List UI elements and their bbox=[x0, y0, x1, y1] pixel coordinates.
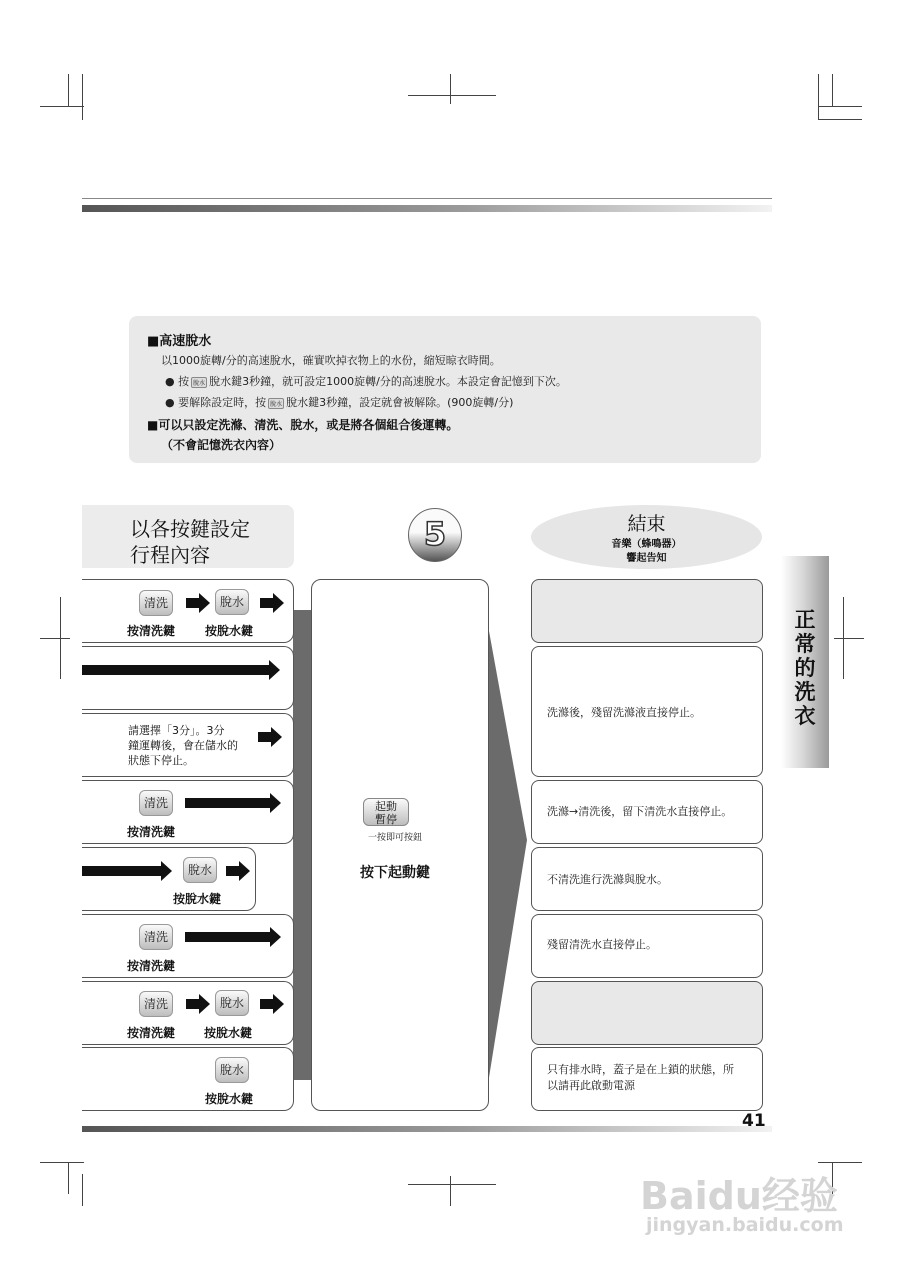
bullet-text: 脫水鍵3秒鐘，設定就會被解除。(900旋轉/分) bbox=[286, 396, 514, 409]
crop-mark bbox=[818, 1162, 862, 1163]
long-arrow-icon bbox=[82, 866, 162, 876]
section-tab-label: 正常的洗衣 bbox=[794, 608, 816, 728]
funnel-shape bbox=[487, 590, 529, 1110]
spin-key[interactable]: 脫水 bbox=[215, 589, 249, 615]
note-line: 以1000旋轉/分的高速脫水，確實吹掉衣物上的水份，縮短晾衣時間。 bbox=[161, 354, 501, 367]
bullet-text: 脫水鍵3秒鐘，就可設定1000旋轉/分的高速脫水。本設定會記憶到下次。 bbox=[209, 375, 567, 388]
spin-key[interactable]: 脫水 bbox=[215, 990, 249, 1016]
press-start-label: 按下起動鍵 bbox=[360, 865, 430, 881]
row-wash-only bbox=[82, 646, 294, 710]
crop-mark bbox=[40, 1162, 84, 1163]
crop-mark bbox=[834, 638, 864, 639]
top-rule-line bbox=[82, 198, 772, 199]
start-btn-caption: 一按即可按鈕 bbox=[368, 833, 423, 843]
top-rule bbox=[82, 205, 772, 212]
keys-title-line2: 行程內容 bbox=[130, 543, 210, 567]
row3-text bbox=[128, 723, 238, 768]
row-wash-rinse bbox=[82, 780, 294, 844]
note-heading-high-speed-spin: ■高速脫水 bbox=[147, 334, 212, 349]
crop-mark bbox=[450, 1176, 451, 1206]
press-rinse-label: 按清洗鍵 bbox=[127, 959, 176, 973]
note-bullet-set bbox=[165, 373, 567, 389]
crop-mark bbox=[818, 119, 862, 120]
row3-text-line: 請選擇「3分」。3分 bbox=[128, 724, 225, 737]
result-row1 bbox=[531, 579, 763, 643]
page-number: 41 bbox=[742, 1111, 766, 1131]
note-heading-combination: ■可以只設定洗滌、清洗、脫水，或是將各個組合後運轉。 bbox=[147, 418, 459, 432]
result-text: 不清洗進行洗滌與脫水。 bbox=[547, 873, 668, 886]
connector-band bbox=[293, 610, 313, 1080]
result-text-line: 只有排水時，蓋子是在上鎖的狀態，所 bbox=[547, 1063, 734, 1076]
end-header bbox=[531, 505, 762, 569]
end-sub2: 響起告知 bbox=[626, 553, 667, 564]
crop-mark bbox=[450, 74, 451, 104]
spin-key[interactable]: 脫水 bbox=[215, 1057, 249, 1083]
result-row5 bbox=[531, 847, 763, 911]
row-rinse-spin bbox=[82, 579, 294, 643]
crop-mark bbox=[68, 1162, 69, 1194]
row-wash-spin bbox=[82, 847, 256, 911]
bullet-text: ● 按 bbox=[165, 375, 190, 388]
watermark-logo: Baidu经验 bbox=[640, 1174, 838, 1218]
crop-mark bbox=[68, 74, 69, 106]
spin-key[interactable]: 脫水 bbox=[183, 857, 217, 883]
keys-setting-header bbox=[82, 505, 294, 568]
result-text: 洗滌→清洗後，留下清洗水直接停止。 bbox=[547, 805, 733, 818]
rinse-key[interactable]: 清洗 bbox=[139, 790, 173, 816]
result-row4 bbox=[531, 780, 763, 844]
step-number-badge bbox=[408, 508, 462, 562]
long-arrow-icon bbox=[82, 665, 270, 675]
crop-mark bbox=[818, 74, 819, 120]
arrow-icon bbox=[260, 999, 274, 1009]
start-btn-line2: 暫停 bbox=[375, 813, 397, 826]
crop-mark bbox=[408, 1184, 496, 1185]
press-spin-label: 按脫水鍵 bbox=[173, 892, 222, 906]
arrow-icon bbox=[186, 598, 200, 608]
crop-mark bbox=[408, 95, 496, 96]
long-arrow-icon bbox=[185, 932, 271, 942]
high-speed-spin-note bbox=[129, 316, 761, 463]
result-row8 bbox=[531, 1047, 763, 1111]
press-rinse-label: 按清洗鍵 bbox=[127, 624, 176, 638]
step-number: 5 bbox=[423, 515, 447, 553]
result-row7 bbox=[531, 981, 763, 1045]
crop-mark bbox=[818, 106, 862, 107]
arrow-icon bbox=[186, 999, 200, 1009]
start-panel bbox=[311, 579, 489, 1111]
press-spin-label: 按脫水鍵 bbox=[204, 1026, 253, 1040]
end-title: 結束 bbox=[627, 513, 666, 535]
row-spin-only bbox=[82, 1047, 294, 1111]
crop-mark bbox=[40, 106, 84, 107]
rinse-key[interactable]: 清洗 bbox=[139, 991, 173, 1017]
crop-mark bbox=[82, 1174, 83, 1206]
result-text bbox=[547, 1062, 734, 1094]
result-text: 洗滌後，殘留洗滌液直接停止。 bbox=[547, 706, 701, 719]
press-rinse-label: 按清洗鍵 bbox=[127, 825, 176, 839]
section-tab bbox=[781, 556, 829, 768]
arrow-icon bbox=[260, 598, 274, 608]
press-spin-label: 按脫水鍵 bbox=[205, 624, 254, 638]
result-row2 bbox=[531, 646, 763, 777]
result-text-line: 以請再此啟動電源 bbox=[547, 1079, 635, 1092]
bottom-rule bbox=[82, 1126, 772, 1132]
long-arrow-icon bbox=[185, 798, 271, 808]
row-rinse-spin-2 bbox=[82, 981, 294, 1045]
start-btn-line1: 起動 bbox=[375, 800, 397, 813]
spin-key-icon: 脫水 bbox=[191, 377, 207, 388]
keys-title-line1: 以各按鍵設定 bbox=[130, 517, 250, 541]
rinse-key[interactable]: 清洗 bbox=[139, 590, 173, 616]
row3-text-line: 狀態下停止。 bbox=[128, 754, 194, 767]
note-subheading: （不會記憶洗衣內容） bbox=[161, 438, 282, 452]
result-row6 bbox=[531, 914, 763, 978]
crop-mark bbox=[40, 638, 70, 639]
crop-mark bbox=[60, 597, 61, 679]
crop-mark bbox=[832, 74, 833, 106]
start-pause-button[interactable] bbox=[363, 798, 409, 826]
row-rinse-only bbox=[82, 914, 294, 978]
crop-mark bbox=[82, 74, 83, 120]
note-bullet-cancel bbox=[165, 394, 513, 410]
crop-mark bbox=[843, 597, 844, 679]
press-rinse-label: 按清洗鍵 bbox=[127, 1026, 176, 1040]
watermark-url: jingyan.baidu.com bbox=[646, 1214, 844, 1236]
press-spin-label: 按脫水鍵 bbox=[205, 1092, 254, 1106]
end-sub1: 音樂（蜂鳴器） bbox=[611, 539, 682, 550]
spin-key-icon: 脫水 bbox=[268, 398, 284, 409]
arrow-icon bbox=[258, 732, 272, 742]
arrow-icon bbox=[226, 866, 240, 876]
row3-text-line: 鐘運轉後，會在儲水的 bbox=[128, 739, 238, 752]
row-wash-3min bbox=[82, 713, 294, 777]
result-text: 殘留清洗水直接停止。 bbox=[547, 938, 657, 951]
rinse-key[interactable]: 清洗 bbox=[139, 924, 173, 950]
bullet-text: ● 要解除設定時，按 bbox=[165, 396, 267, 409]
